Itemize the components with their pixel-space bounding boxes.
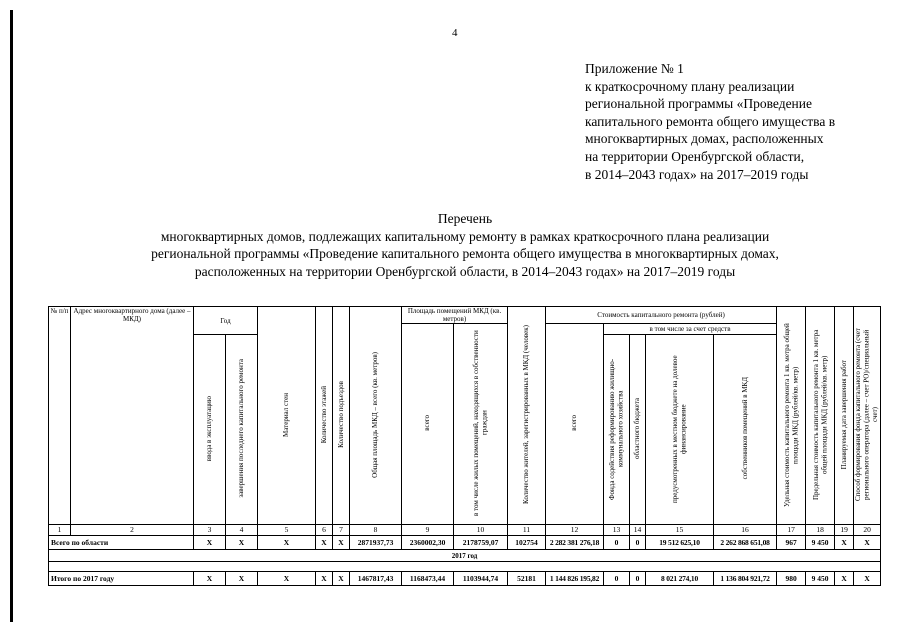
- table-cell: X: [226, 536, 258, 550]
- header-residents: Количество жителей, зарегистрированных в МКД (человек): [508, 307, 546, 525]
- table-cell: 0: [604, 536, 630, 550]
- header-premises-total: всего: [402, 324, 454, 525]
- header-max-cost: Предельная стоимость капитального ремонта 1 кв. метра общей площади МКД (рублей/кв. метр): [806, 307, 835, 525]
- table-cell: 0: [630, 536, 646, 550]
- header-owners: собственников помещений в МКД: [714, 335, 777, 525]
- table-cell: 0: [604, 572, 630, 586]
- header-unit-cost: Удельная стоимость капитального ремонта 1 кв. метра общей площади МКД (рублей/кв. метр): [777, 307, 806, 525]
- table-cell: 8 021 274,10: [646, 572, 714, 586]
- table-cell: X: [226, 572, 258, 586]
- document-title: [40, 210, 890, 280]
- table-cell: X: [316, 572, 333, 586]
- col-num: 15: [646, 525, 714, 536]
- header-regional: областного бюджета: [630, 335, 646, 525]
- header-premises-area: Площадь помещений МКД (кв. метров): [402, 307, 508, 324]
- col-num: 3: [194, 525, 226, 536]
- col-num: 16: [714, 525, 777, 536]
- table-cell: 2871937,73: [350, 536, 402, 550]
- appendix-line: региональной программы «Проведение: [585, 96, 813, 112]
- table-cell: 0: [630, 572, 646, 586]
- table-cell: 2178759,07: [454, 536, 508, 550]
- table-cell: 52181: [508, 572, 546, 586]
- header-incl-sources: в том числе за счет средств: [604, 324, 777, 335]
- table-cell: 19 512 625,10: [646, 536, 714, 550]
- column-numbers-row: [49, 525, 881, 536]
- col-num: 13: [604, 525, 630, 536]
- table-cell: 1103944,74: [454, 572, 508, 586]
- blank-cell: [49, 562, 881, 572]
- table-cell: 2 282 381 276,18: [546, 536, 604, 550]
- col-num: 19: [835, 525, 854, 536]
- col-num: 4: [226, 525, 258, 536]
- table-cell: X: [194, 536, 226, 550]
- header-cost-total: всего: [546, 324, 604, 525]
- col-num: 9: [402, 525, 454, 536]
- table-cell: 2 262 868 651,08: [714, 536, 777, 550]
- header-fund: Фонда содействия реформированию жилищно-коммунального хозяйства: [604, 335, 630, 525]
- table-cell: X: [258, 536, 316, 550]
- table-cell: X: [316, 536, 333, 550]
- col-num: 14: [630, 525, 646, 536]
- header-premises-residential: в том числе жилых помещений, находящихся в собственности граждан: [454, 324, 508, 525]
- year-row: [49, 550, 881, 562]
- col-num: 10: [454, 525, 508, 536]
- houses-table: [48, 306, 881, 586]
- table-cell: X: [854, 536, 881, 550]
- table-cell: X: [194, 572, 226, 586]
- appendix-line: Приложение № 1: [585, 61, 684, 76]
- appendix-line: капитального ремонта общего имущества в: [585, 113, 836, 129]
- title-line: расположенных на территории Оренбургской области, в 2014–2043 годах» на 2017–2019 годы: [194, 263, 736, 279]
- header-local: предусмотренных в местном бюджете на долевое финансирование: [646, 335, 714, 525]
- col-num: 17: [777, 525, 806, 536]
- col-num: 7: [333, 525, 350, 536]
- table-cell: 1 136 804 921,72: [714, 572, 777, 586]
- table-cell: 1 144 826 195,82: [546, 572, 604, 586]
- table-cell: 1467817,43: [350, 572, 402, 586]
- header-total-area: Общая площадь МКД – всего (кв. метров): [350, 307, 402, 525]
- appendix-line: к краткосрочному плану реализации: [585, 78, 795, 94]
- col-num: 18: [806, 525, 835, 536]
- table-cell: X: [854, 572, 881, 586]
- appendix-line: на территории Оренбургской области,: [585, 148, 805, 164]
- row-label: Итого по 2017 году: [49, 572, 194, 586]
- table-cell: 980: [777, 572, 806, 586]
- table-cell: 9 450: [806, 572, 835, 586]
- table-cell: 9 450: [806, 536, 835, 550]
- table-cell: X: [333, 572, 350, 586]
- col-num: 20: [854, 525, 881, 536]
- header-fund-method: Способ формирования фонда капитального ремонта (счет регионального оператора (далее – счет РО)/специальный счет): [854, 307, 881, 525]
- col-num: 1: [49, 525, 71, 536]
- table-cell: 2360002,30: [402, 536, 454, 550]
- year-label: 2017 год: [49, 550, 881, 562]
- col-num: 2: [71, 525, 194, 536]
- title-line: многоквартирных домов, подлежащих капитальному ремонту в рамках краткосрочного плана реализации: [160, 228, 770, 244]
- header-floors: Количество этажей: [316, 307, 333, 525]
- table-cell: 102754: [508, 536, 546, 550]
- row-label: Всего по области: [49, 536, 194, 550]
- table-cell: X: [333, 536, 350, 550]
- header-wall-material: Материал стен: [258, 307, 316, 525]
- appendix-line: в 2014–2043 годах» на 2017–2019 годы: [585, 166, 809, 182]
- table-cell: X: [835, 572, 854, 586]
- header-year-last-repair: завершения последнего капитального ремонта: [226, 335, 258, 525]
- header-completion-date: Планируемая дата завершения работ: [835, 307, 854, 525]
- table-cell: X: [258, 572, 316, 586]
- table-cell: 967: [777, 536, 806, 550]
- header-entrances: Количество подъездов: [333, 307, 350, 525]
- header-cost: Стоимость капитального ремонта (рублей): [546, 307, 777, 324]
- page-number: 4: [452, 27, 458, 39]
- header-address: Адрес многоквартирного дома (далее – МКД): [71, 307, 194, 525]
- col-num: 11: [508, 525, 546, 536]
- col-num: 8: [350, 525, 402, 536]
- table-cell: X: [835, 536, 854, 550]
- header-year: Год: [194, 307, 258, 335]
- col-num: 12: [546, 525, 604, 536]
- table-row: [49, 572, 881, 586]
- col-num: 5: [258, 525, 316, 536]
- header-num: № п/п: [49, 307, 71, 525]
- page-edge-bar: [10, 10, 13, 622]
- title-line: Перечень: [437, 211, 493, 226]
- title-line: региональной программы «Проведение капитального ремонта общего имущества в многоквартирных домах,: [151, 246, 779, 262]
- appendix-line: многоквартирных домах, расположенных: [585, 131, 824, 147]
- table-cell: 1168473,44: [402, 572, 454, 586]
- header-year-commissioning: ввода в эксплуатацию: [194, 335, 226, 525]
- blank-row: [49, 562, 881, 572]
- appendix-caption: [585, 60, 885, 183]
- col-num: 6: [316, 525, 333, 536]
- table-row: [49, 536, 881, 550]
